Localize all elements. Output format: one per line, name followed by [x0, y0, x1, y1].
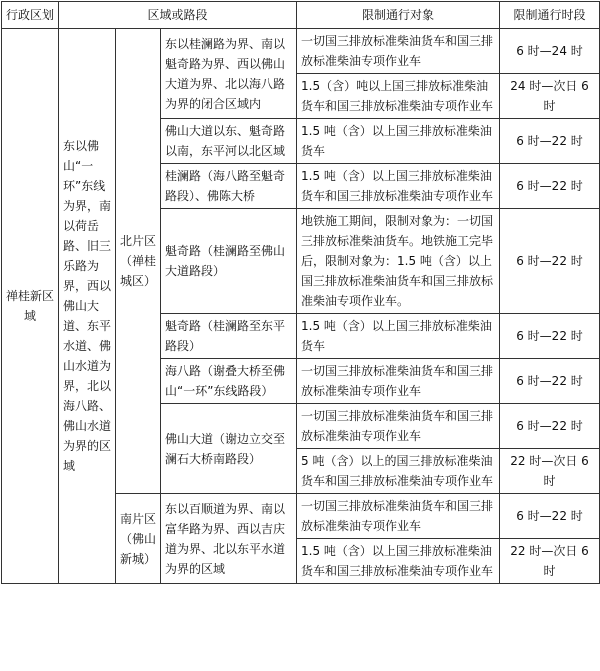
header-periods: 限制通行时段: [500, 2, 600, 29]
target-cell: 一切国三排放标准柴油货车和国三排放标准柴油专项作业车: [297, 404, 500, 449]
target-cell: 一切国三排放标准柴油货车和国三排放标准柴油专项作业车: [297, 494, 500, 539]
area-cell: 东以百顺道为界、南以富华路为界、西以吉庆道为界、北以东平水道为界的区域: [161, 494, 297, 584]
period-cell: 6 时—22 时: [500, 404, 600, 449]
period-cell: 6 时—22 时: [500, 119, 600, 164]
period-cell: 22 时—次日 6 时: [500, 449, 600, 494]
zone-south: 南片区（佛山新城）: [116, 494, 161, 584]
period-cell: 6 时—22 时: [500, 359, 600, 404]
table-row: [2, 29, 600, 74]
period-cell: 22 时—次日 6 时: [500, 539, 600, 584]
area-cell: 魁奇路（桂澜路至佛山大道路段）: [161, 209, 297, 314]
area-cell: 佛山大道（谢边立交至澜石大桥南路段）: [161, 404, 297, 494]
region-cell: 东以佛山“一环”东线为界，南以荷岳路、旧三乐路为界，西以佛山大道、东平水道、佛山水道为界，北以海八路、佛山水道为界的区域: [59, 29, 116, 584]
zone-north: 北片区（禅桂城区）: [116, 29, 161, 494]
target-cell: 1.5 吨（含）以上国三排放标准柴油货车: [297, 119, 500, 164]
target-cell: 5 吨（含）以上的国三排放标准柴油货车和国三排放标准柴油专项作业车: [297, 449, 500, 494]
header-row: [2, 2, 600, 29]
period-cell: 6 时—24 时: [500, 29, 600, 74]
area-cell: 东以桂澜路为界、南以魁奇路为界、西以佛山大道为界、北以海八路为界的闭合区域内: [161, 29, 297, 119]
header-district: 行政区划: [2, 2, 59, 29]
area-cell: 海八路（谢叠大桥至佛山“一环”东线路段）: [161, 359, 297, 404]
period-cell: 6 时—22 时: [500, 209, 600, 314]
header-targets: 限制通行对象: [297, 2, 500, 29]
period-cell: 24 时—次日 6 时: [500, 74, 600, 119]
target-cell: 1.5 吨（含）以上国三排放标准柴油货车和国三排放标准柴油专项作业车: [297, 539, 500, 584]
target-cell: 1.5 吨（含）以上国三排放标准柴油货车: [297, 314, 500, 359]
area-cell: 魁奇路（桂澜路至东平路段）: [161, 314, 297, 359]
target-cell: 1.5 吨（含）以上国三排放标准柴油货车和国三排放标准柴油专项作业车: [297, 164, 500, 209]
restriction-table: [1, 1, 600, 584]
area-cell: 佛山大道以东、魁奇路以南，东平河以北区域: [161, 119, 297, 164]
header-area: 区域或路段: [59, 2, 297, 29]
target-cell: 地铁施工期间，限制对象为：一切国三排放标准柴油货车。地铁施工完毕后，限制对象为：1.5 吨（含）以上国三排放标准柴油货车和国三排放标准柴油专项作业车。: [297, 209, 500, 314]
target-cell: 一切国三排放标准柴油货车和国三排放标准柴油专项作业车: [297, 359, 500, 404]
target-cell: 一切国三排放标准柴油货车和国三排放标准柴油专项作业车: [297, 29, 500, 74]
period-cell: 6 时—22 时: [500, 494, 600, 539]
area-cell: 桂澜路（海八路至魁奇路段）、佛陈大桥: [161, 164, 297, 209]
period-cell: 6 时—22 时: [500, 314, 600, 359]
period-cell: 6 时—22 时: [500, 164, 600, 209]
target-cell: 1.5（含）吨以上国三排放标准柴油货车和国三排放标准柴油专项作业车: [297, 74, 500, 119]
district-cell: 禅桂新区域: [2, 29, 59, 584]
